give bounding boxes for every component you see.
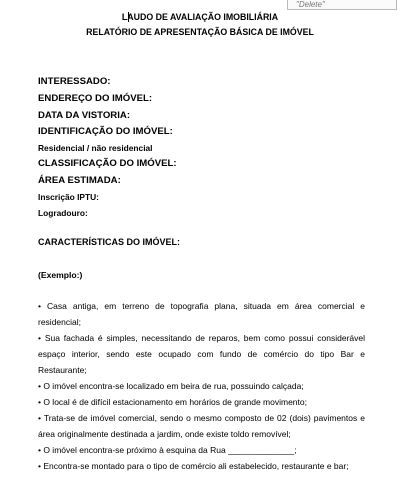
list-item-continuation: área originalmente destinada a jardim, onde existe toldo removível; <box>38 429 291 439</box>
field-logradouro: Logradouro: <box>38 208 88 218</box>
list-item-continuation: Restaurante; <box>38 365 87 375</box>
field-classificacao: CLASSIFICAÇÃO DO IMÓVEL: <box>38 158 177 169</box>
field-data-vistoria: DATA DA VISTORIA: <box>38 110 131 121</box>
list-item: • O imóvel encontra-se próximo à esquina da Rua ______________; <box>38 445 297 455</box>
list-item: • Encontra-se montado para o tipo de comércio ali estabelecido, restaurante e bar; <box>38 461 349 471</box>
list-item: • O local é de difícil estacionamento em horários de grande movimento; <box>38 397 307 407</box>
field-inscricao-iptu: Inscrição IPTU: <box>38 192 99 202</box>
document-title: LAUDO DE AVALIAÇÃO IMOBILIÁRIA <box>121 12 279 22</box>
characteristics-heading: CARACTERÍSTICAS DO IMÓVEL: <box>38 237 181 247</box>
list-item: • Casa antiga, em terreno de topografia plana, situada em área comercial e <box>38 301 365 311</box>
field-interessado: INTERESSADO: <box>38 76 111 87</box>
example-label: (Exemplo:) <box>38 270 83 280</box>
list-item: • Sua fachada é simples, necessitando de reparos, bem como possui considerável <box>38 333 365 343</box>
field-endereco: ENDEREÇO DO IMÓVEL: <box>38 93 153 104</box>
field-identificacao: IDENTIFICAÇÃO DO IMÓVEL: <box>38 126 173 137</box>
list-item-continuation: residencial; <box>38 317 81 327</box>
list-item: • O imóvel encontra-se localizado em beira de rua, possuindo calçada; <box>38 381 304 391</box>
list-item-continuation: espaço interior, sendo este ocupado com fundo de comércio do tipo Bar e <box>38 349 365 359</box>
delete-button[interactable]: "Delete" <box>287 0 397 10</box>
field-residencial: Residencial / não residencial <box>38 143 153 153</box>
field-area-estimada: ÁREA ESTIMADA: <box>38 175 121 186</box>
list-item: • Trata-se de imóvel comercial, sendo o mesmo composto de 02 (dois) pavimentos e <box>38 413 365 423</box>
document-subtitle: RELATÓRIO DE APRESENTAÇÃO BÁSICA DE IMÓVEL <box>86 27 314 37</box>
